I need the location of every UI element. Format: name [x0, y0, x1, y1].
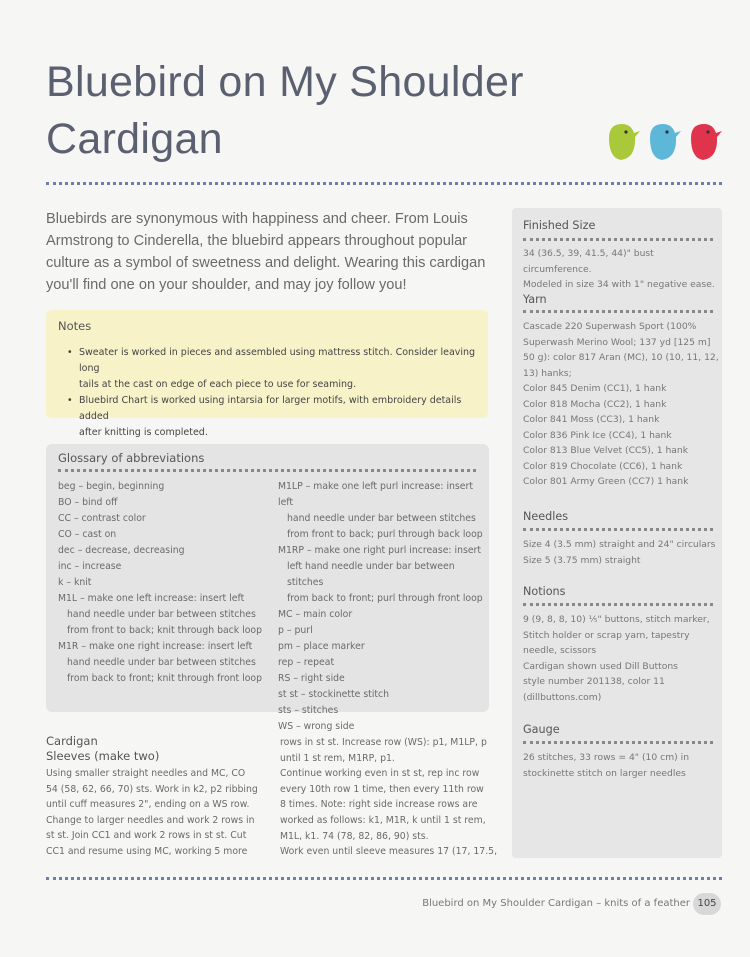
- glossary-entry: [58, 575, 276, 591]
- cardigan-line: M1L, k1. 74 (78, 82, 86, 90) sts.: [280, 830, 429, 842]
- glossary-column-right: [278, 479, 483, 735]
- yarn-text: [523, 319, 721, 490]
- glossary-entry: [58, 495, 276, 511]
- glossary-entry: [278, 655, 483, 671]
- cardigan-heading-block: [46, 734, 159, 764]
- notes-box: [46, 310, 488, 438]
- glossary-line: hand needle under bar between stitches: [287, 513, 476, 524]
- bullet-icon: •: [67, 395, 73, 406]
- cardigan-line: Using smaller straight needles and MC, CO: [46, 768, 246, 779]
- bird-icons: [606, 118, 724, 164]
- top-divider: [46, 182, 722, 185]
- glossary-line: WS – wrong side: [278, 721, 355, 732]
- glossary-entry: [278, 543, 483, 607]
- glossary-entry: [58, 511, 276, 527]
- sidebar-divider: [523, 238, 713, 241]
- notions-heading: Notions: [523, 585, 566, 598]
- cardigan-column-1: [46, 766, 276, 860]
- cardigan-line: CC1 and resume using MC, working 5 more: [46, 845, 248, 857]
- glossary-divider: [58, 469, 476, 472]
- glossary-line: from back to front; purl through front loop: [287, 593, 483, 604]
- yarn-heading: Yarn: [523, 293, 547, 306]
- sidebar-divider: [523, 603, 713, 606]
- sidebar-divider: [523, 741, 713, 744]
- spec-line: Stitch holder or scrap yarn, tapestry: [523, 629, 690, 641]
- green-bird-icon: [609, 124, 640, 160]
- bullet-icon: •: [67, 347, 73, 358]
- glossary-entry: [58, 559, 276, 575]
- blue-bird-icon: [650, 124, 681, 160]
- cardigan-line: Change to larger needles and work 2 rows in: [46, 814, 255, 826]
- cardigan-line: until cuff measures 2", ending on a WS row.: [46, 799, 250, 811]
- intro-line: Bluebirds are synonymous with happiness and cheer. From Louis: [46, 211, 468, 227]
- glossary-line: dec – decrease, decreasing: [58, 545, 185, 556]
- intro-paragraph: [46, 208, 496, 296]
- cardigan-line: worked as follows: k1, M1R, k until 1 st rem,: [280, 814, 486, 826]
- glossary-entry: [58, 479, 276, 495]
- page-number: 105: [693, 893, 721, 915]
- spec-line: 34 (36.5, 39, 41.5, 44)" bust circumference.: [523, 248, 654, 275]
- glossary-heading: Glossary of abbreviations: [58, 451, 205, 465]
- spec-line: 13) hanks;: [523, 367, 572, 379]
- spec-line: Color 818 Mocha (CC2), 1 hank: [523, 398, 667, 410]
- glossary-line: p – purl: [278, 625, 313, 636]
- spec-line: needle, scissors: [523, 645, 597, 656]
- cardigan-line: Continue working even in st st, rep inc row: [280, 768, 480, 780]
- glossary-line: CO – cast on: [58, 529, 117, 540]
- glossary-line: rep – repeat: [278, 657, 335, 668]
- spec-line: Color 813 Blue Velvet (CC5), 1 hank: [523, 445, 689, 456]
- glossary-entry: [58, 591, 276, 639]
- notes-line: after knitting is completed.: [79, 427, 208, 438]
- glossary-entry: [278, 623, 483, 639]
- spec-line: 26 stitches, 33 rows = 4" (10 cm) in: [523, 752, 690, 763]
- spec-line: Cascade 220 Superwash Sport (100%: [523, 321, 697, 332]
- cardigan-line: every 10th row 1 time, then every 11th row: [280, 783, 484, 795]
- notions-text: [523, 612, 721, 705]
- spec-line: style number 201138, color 11: [523, 676, 665, 687]
- glossary-line: CC – contrast color: [58, 513, 146, 524]
- glossary-line: sts – stitches: [278, 705, 339, 716]
- specs-sidebar: [512, 208, 722, 858]
- notes-heading: Notes: [58, 319, 92, 333]
- spec-line: Size 4 (3.5 mm) straight and 24" circulars: [523, 539, 716, 550]
- spec-line: Color 801 Army Green (CC7) 1 hank: [523, 476, 689, 487]
- glossary-entry: [278, 639, 483, 655]
- glossary-entry: [278, 607, 483, 623]
- glossary-line: MC – main color: [278, 609, 353, 620]
- running-footer: Bluebird on My Shoulder Cardigan – knits of a feather: [422, 898, 690, 909]
- glossary-line: from back to front; knit through front loop: [67, 673, 263, 684]
- glossary-line: left hand needle under bar between stitches: [287, 561, 455, 588]
- needles-text: [523, 537, 721, 568]
- cardigan-line: st st. Join CC1 and work 2 rows in st st. Cut: [46, 830, 247, 842]
- sidebar-divider: [523, 310, 713, 313]
- notes-item: [69, 345, 476, 393]
- notes-line: Bluebird Chart is worked using intarsia for larger motifs, with embroidery details added: [79, 395, 462, 422]
- glossary-line: inc – increase: [58, 561, 122, 572]
- glossary-entry: [278, 719, 483, 735]
- cardigan-line: rows in st st. Increase row (WS): p1, M1LP, p: [280, 737, 487, 748]
- bottom-divider: [46, 877, 722, 880]
- spec-line: stockinette stitch on larger needles: [523, 767, 686, 779]
- glossary-entry: [278, 703, 483, 719]
- intro-line: Armstrong to Cinderella, the bluebird appears throughout popular: [46, 233, 468, 249]
- finished-size-heading: Finished Size: [523, 219, 596, 232]
- sidebar-divider: [523, 528, 713, 531]
- sleeves-subheading: Sleeves (make two): [46, 749, 160, 763]
- glossary-line: from front to back; knit through back loop: [67, 625, 262, 636]
- notes-line: Sweater is worked in pieces and assembled using mattress stitch. Consider leaving long: [79, 347, 476, 374]
- cardigan-line: 54 (58, 62, 66, 70) sts. Work in k2, p2 ribbing: [46, 783, 258, 795]
- cardigan-line: until 1 st rem, M1RP, p1.: [280, 752, 395, 764]
- glossary-entry: [278, 479, 483, 543]
- notes-line: tails at the cast on edge of each piece to use for seaming.: [79, 379, 357, 390]
- cardigan-heading: Cardigan: [46, 734, 98, 748]
- red-bird-icon: [691, 124, 722, 160]
- glossary-entry: [58, 527, 276, 543]
- notes-list: [58, 345, 476, 441]
- spec-line: Superwash Merino Wool; 137 yd [125 m]: [523, 336, 711, 348]
- glossary-line: M1LP – make one left purl increase: insert left: [278, 481, 473, 508]
- glossary-box: [46, 444, 489, 732]
- glossary-line: RS – right side: [278, 673, 345, 684]
- spec-line: Color 819 Chocolate (CC6), 1 hank: [523, 460, 683, 472]
- glossary-line: BO – bind off: [58, 497, 118, 508]
- page-title: [46, 54, 566, 168]
- spec-line: 50 g): color 817 Aran (MC), 10 (10, 11, 12,: [523, 352, 719, 363]
- gauge-heading: Gauge: [523, 723, 560, 736]
- intro-line: you'll find one on your shoulder, and may joy follow you!: [46, 277, 407, 293]
- gauge-text: [523, 750, 721, 781]
- intro-line: culture as a symbol of sweetness and delight. Wearing this cardigan: [46, 255, 486, 271]
- spec-line: Color 841 Moss (CC3), 1 hank: [523, 414, 660, 425]
- spec-line: Cardigan shown used Dill Buttons: [523, 660, 678, 672]
- glossary-entry: [278, 687, 483, 703]
- glossary-line: M1R – make one right increase: insert left: [58, 641, 253, 652]
- finished-size-text: [523, 246, 721, 293]
- glossary-line: k – knit: [58, 577, 92, 588]
- notes-item: [69, 393, 476, 441]
- glossary-entry: [58, 639, 276, 687]
- title-line-2: Cardigan: [46, 115, 223, 163]
- glossary-line: from front to back; purl through back loop: [287, 529, 483, 540]
- cardigan-column-2: [280, 735, 500, 860]
- glossary-entry: [278, 671, 483, 687]
- cardigan-line: Work even until sleeve measures 17 (17, 17.5,: [280, 846, 498, 858]
- glossary-column-left: [58, 479, 276, 687]
- spec-line: Color 845 Denim (CC1), 1 hank: [523, 383, 667, 394]
- glossary-line: M1L – make one left increase: insert left: [58, 593, 245, 604]
- glossary-line: pm – place marker: [278, 641, 365, 652]
- needles-heading: Needles: [523, 510, 569, 523]
- glossary-line: beg – begin, beginning: [58, 481, 165, 492]
- glossary-line: st st – stockinette stitch: [278, 689, 390, 700]
- cardigan-line: 8 times. Note: right side increase rows are: [280, 799, 478, 811]
- spec-line: Size 5 (3.75 mm) straight: [523, 554, 641, 566]
- spec-line: (dillbuttons.com): [523, 691, 602, 703]
- title-line-1: Bluebird on My Shoulder: [46, 58, 524, 106]
- spec-line: Modeled in size 34 with 1" negative ease.: [523, 279, 715, 290]
- glossary-line: M1RP – make one right purl increase: insert: [278, 545, 482, 556]
- spec-line: Color 836 Pink Ice (CC4), 1 hank: [523, 429, 672, 441]
- glossary-entry: [58, 543, 276, 559]
- spec-line: 9 (9, 8, 8, 10) ⅕" buttons, stitch marker,: [523, 614, 710, 625]
- glossary-line: hand needle under bar between stitches: [67, 657, 256, 668]
- glossary-line: hand needle under bar between stitches: [67, 609, 256, 620]
